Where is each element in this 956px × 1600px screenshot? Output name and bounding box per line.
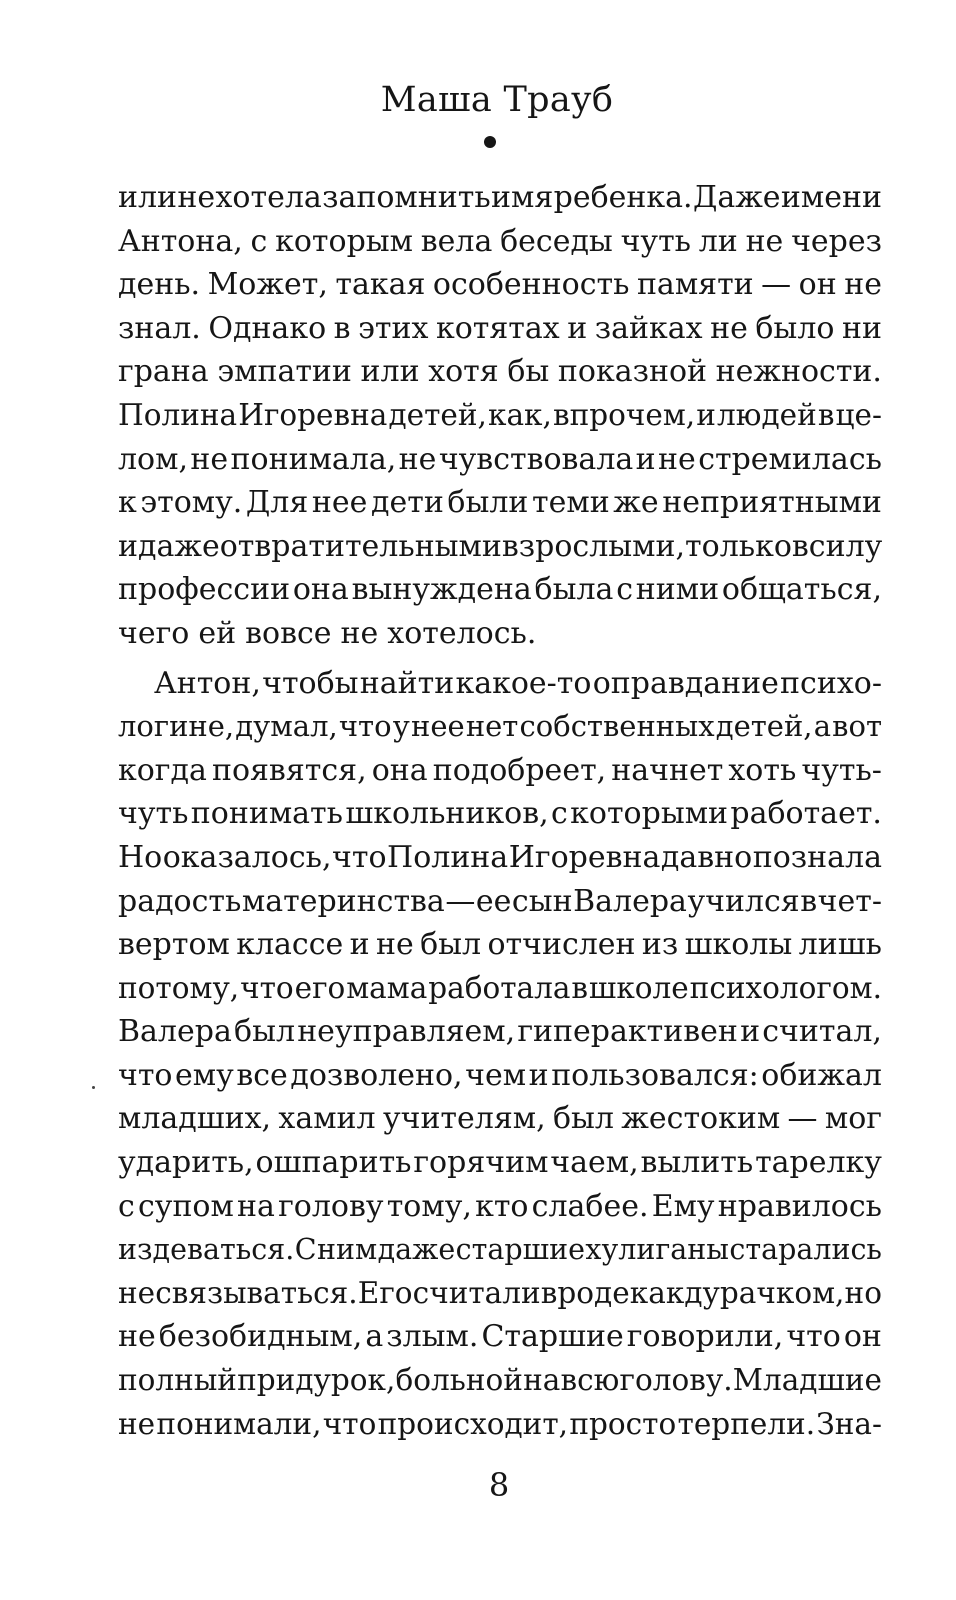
word: Ему [651, 1188, 715, 1224]
word: теми [532, 485, 610, 521]
text-line [118, 568, 882, 612]
text-line [118, 836, 882, 880]
word: или [360, 354, 420, 390]
word: эмпатии [217, 354, 352, 390]
text-line [118, 307, 882, 351]
word: чуть [620, 223, 691, 259]
word: беседы [500, 223, 613, 259]
word: профессии [118, 572, 291, 608]
word: Игоревна [508, 839, 661, 875]
text-line [118, 350, 882, 394]
word: Младшие [732, 1363, 882, 1398]
word: понимала, [230, 441, 397, 477]
word: классе [236, 927, 344, 963]
word: Его [357, 1275, 413, 1310]
word: школьников, [345, 796, 549, 832]
word: Для [245, 485, 309, 521]
word: потому, [118, 970, 240, 1005]
word: подобреет, [432, 752, 607, 788]
word: нет [465, 709, 519, 744]
word: Даже [692, 180, 781, 215]
word: жестоким [621, 1101, 781, 1137]
word: у [392, 709, 410, 744]
word: с [250, 223, 268, 259]
word: Но [118, 839, 163, 875]
word: мама [346, 970, 428, 1005]
word: просто [569, 1406, 677, 1441]
word: оказалось, [162, 839, 332, 875]
text-line [118, 220, 882, 264]
word: вроде [540, 1275, 630, 1310]
word: в [817, 397, 835, 432]
word: психо- [780, 665, 882, 701]
text-line [118, 705, 882, 749]
word: происходит, [377, 1406, 569, 1441]
word: — [761, 267, 792, 303]
word: полный [118, 1363, 237, 1398]
word: материнства [241, 883, 445, 919]
word: старались [729, 1233, 882, 1267]
word: особенность [432, 267, 630, 303]
word: хулиганы [585, 1233, 729, 1267]
word: через [791, 223, 882, 259]
word: дозволено, [290, 1057, 463, 1093]
word: вынуждена [351, 572, 532, 608]
text-line [118, 1097, 882, 1141]
word: такая [335, 267, 426, 303]
word: чтобы [262, 665, 359, 701]
word: котятах [435, 310, 560, 346]
word: в [800, 883, 818, 919]
word: и [349, 927, 370, 963]
word: с [118, 1188, 135, 1224]
word: дети [371, 485, 444, 521]
word: злым. [386, 1319, 479, 1355]
word: только [685, 528, 792, 564]
word: или [118, 180, 178, 215]
word: хотя [428, 354, 499, 390]
word: неприятными [662, 485, 882, 521]
word: неуправляем, [297, 1014, 516, 1050]
page-number: 8 [488, 1466, 510, 1504]
word: а [365, 1319, 384, 1355]
word: впрочем, [552, 397, 696, 432]
word: познала [752, 839, 882, 875]
word: Игоревна [238, 397, 388, 432]
word: Валера [573, 883, 687, 919]
word: что [118, 1057, 173, 1093]
word: гиперактивен [517, 1014, 738, 1050]
word: оправдание [592, 665, 779, 701]
word: чет- [817, 883, 882, 919]
word: горячим [413, 1145, 549, 1181]
word: не [190, 441, 229, 477]
word: из [641, 927, 679, 963]
word: Может, [207, 267, 328, 303]
word: ни [841, 310, 882, 346]
text-line [118, 612, 882, 656]
word: мог [824, 1101, 882, 1137]
word: и [118, 528, 138, 564]
word: что [338, 709, 392, 744]
word: силу [808, 528, 883, 564]
text-line [118, 1359, 882, 1403]
word: школе [588, 970, 689, 1005]
word: голову [278, 1188, 384, 1224]
word: хотелось. [387, 615, 537, 651]
word: как [629, 1275, 685, 1310]
text-line [118, 749, 882, 793]
word: в [571, 970, 588, 1005]
word: нежности. [715, 354, 882, 390]
word: не [118, 1275, 156, 1310]
word: школы [684, 927, 793, 963]
word: отчислен [487, 927, 636, 963]
word: а [813, 709, 831, 744]
word: дурачком, [684, 1275, 845, 1310]
word: к [118, 485, 137, 521]
word: связываться. [155, 1275, 358, 1310]
word: логине, [118, 709, 235, 744]
word: вылить [640, 1145, 754, 1181]
word: Валера [118, 1014, 232, 1050]
word: и [567, 310, 588, 346]
word: не [375, 927, 414, 963]
text-line [118, 263, 882, 307]
word: не [844, 267, 882, 303]
word: не [745, 223, 784, 259]
word: все [236, 1057, 288, 1093]
word: не [658, 441, 696, 477]
word: детей, [388, 397, 487, 432]
word: считал, [762, 1014, 882, 1050]
word: которым [275, 223, 413, 259]
word: чуть- [801, 752, 882, 788]
word: знал. [118, 310, 201, 346]
word: не [177, 180, 216, 215]
word: ударить, [118, 1145, 254, 1181]
word: же [613, 485, 659, 521]
word: имени [780, 180, 882, 215]
word: что [332, 839, 387, 875]
word: даже [138, 528, 220, 564]
word: больной [395, 1363, 523, 1398]
word: не [118, 1319, 156, 1355]
word: и [635, 441, 656, 477]
word: чаем, [550, 1145, 639, 1181]
word: нее [410, 709, 465, 744]
word: что [322, 1406, 377, 1441]
word: с [616, 572, 633, 608]
word: показной [557, 354, 707, 390]
word: Полина [387, 839, 509, 875]
text-line [118, 1185, 882, 1229]
word: хоть [728, 752, 797, 788]
word: вовсе [245, 615, 332, 651]
word: она [292, 572, 349, 608]
word: лишь [798, 927, 882, 963]
body-text [118, 176, 882, 1446]
word: понимали, [156, 1406, 322, 1441]
word: она [371, 752, 428, 788]
word: супом [137, 1188, 234, 1224]
ornament-bullet-icon [484, 136, 496, 148]
word: считали [412, 1275, 541, 1310]
word: и [696, 397, 716, 432]
word: этому. [140, 485, 243, 521]
word: не [398, 441, 437, 477]
text-line [118, 481, 882, 525]
word: чего [118, 615, 190, 651]
word: всю [560, 1363, 620, 1398]
word: были [447, 485, 529, 521]
word: но [844, 1275, 882, 1310]
word: Зна- [816, 1406, 882, 1441]
word: начнет [611, 752, 724, 788]
word: зайках [594, 310, 703, 346]
word: издеваться. [118, 1233, 295, 1267]
word: давно [660, 839, 753, 875]
word: появятся, [211, 752, 367, 788]
text-line [118, 176, 882, 220]
text-line [118, 662, 882, 706]
word: кто [475, 1188, 529, 1224]
word: он [843, 1319, 882, 1355]
word: пользовался: [551, 1057, 759, 1093]
word: чуть [118, 796, 189, 832]
word: учителям, [382, 1101, 546, 1137]
word: С [294, 1233, 317, 1267]
word: работает. [730, 796, 882, 832]
word: не [710, 310, 748, 346]
word: сын [511, 883, 573, 919]
word: не [118, 1406, 156, 1441]
word: найти [359, 665, 455, 701]
word: когда [118, 752, 207, 788]
text-line [118, 1403, 882, 1447]
word: безобидным, [158, 1319, 363, 1355]
word: был [420, 927, 482, 963]
running-head-author: Маша Трауб [380, 80, 614, 120]
word: говорили, [626, 1319, 784, 1355]
word: учился [687, 883, 800, 919]
word: вела [420, 223, 493, 259]
word: детей, [715, 709, 813, 744]
word: и [740, 1014, 761, 1050]
text-line [118, 1054, 882, 1098]
word: нравилось [717, 1188, 882, 1224]
word: ними [635, 572, 720, 608]
word: что [786, 1319, 841, 1355]
word: в [791, 528, 809, 564]
word: было [755, 310, 835, 346]
word: лом, [118, 441, 188, 477]
text-line [118, 525, 882, 569]
word: запомнить [322, 180, 491, 215]
word: придурок, [237, 1363, 396, 1398]
word: людей [717, 397, 817, 432]
word: младших, [118, 1101, 272, 1137]
word: ее [475, 883, 512, 919]
word: с [550, 796, 568, 832]
word: его [294, 970, 346, 1005]
word: — [787, 1101, 818, 1137]
word: Антона, [118, 223, 243, 259]
word: ли [698, 223, 738, 259]
word: хотела [215, 180, 322, 215]
word: ним [316, 1233, 378, 1267]
word: что [240, 970, 294, 1005]
word: ему [175, 1057, 234, 1093]
word: какое-то [455, 665, 592, 701]
word: понимать [190, 796, 343, 832]
word: тарелку [755, 1145, 882, 1181]
word: Однако [208, 310, 327, 346]
text-line [118, 967, 882, 1011]
word: на [237, 1188, 275, 1224]
word: Полина [118, 397, 238, 432]
word: голову. [619, 1363, 733, 1398]
word: работала [428, 970, 571, 1005]
word: не [340, 615, 379, 651]
text-line [118, 923, 882, 967]
word: хамил [278, 1101, 376, 1137]
word: Антон, [154, 665, 261, 701]
text-line [118, 792, 882, 836]
print-speck [92, 1086, 95, 1089]
word: общаться, [721, 572, 882, 608]
word: даже [377, 1233, 456, 1267]
word: был [552, 1101, 614, 1137]
word: на [523, 1363, 561, 1398]
word: как, [488, 397, 552, 432]
word: нее [311, 485, 368, 521]
text-line [118, 1141, 882, 1185]
text-line [118, 880, 882, 924]
word: ребенка. [553, 180, 693, 215]
text-line [118, 1010, 882, 1054]
word: вертом [118, 927, 230, 963]
word: чувствовала [438, 441, 634, 477]
word: памяти [636, 267, 754, 303]
word: этих [358, 310, 429, 346]
word: — [445, 883, 476, 919]
text-line [118, 1272, 882, 1316]
word: имя [491, 180, 554, 215]
word: в [333, 310, 351, 346]
word: бы [507, 354, 550, 390]
word: была [534, 572, 614, 608]
word: грана [118, 354, 209, 390]
word: вот [832, 709, 882, 744]
word: радость [118, 883, 242, 919]
word: отвратительными [219, 528, 502, 564]
word: старшие [455, 1233, 585, 1267]
word: он [798, 267, 837, 303]
word: и [528, 1057, 549, 1093]
word: думал, [235, 709, 338, 744]
word: слабее. [531, 1188, 649, 1224]
word: ошпарить [255, 1145, 412, 1181]
word: взрослыми, [501, 528, 686, 564]
text-line [118, 1315, 882, 1359]
word: це- [835, 397, 882, 432]
word: психологом. [689, 970, 882, 1005]
word: тому, [386, 1188, 472, 1224]
text-line [118, 438, 882, 482]
word: которыми [570, 796, 729, 832]
word: Старшие [481, 1319, 624, 1355]
word: был [234, 1014, 296, 1050]
word: ей [198, 615, 237, 651]
text-line [118, 1228, 882, 1272]
text-line [118, 394, 882, 438]
word: собственных [519, 709, 715, 744]
word: терпели. [677, 1406, 816, 1441]
word: чем [465, 1057, 527, 1093]
word: обижал [761, 1057, 882, 1093]
word: день. [118, 267, 201, 303]
word: стремилась [698, 441, 882, 477]
